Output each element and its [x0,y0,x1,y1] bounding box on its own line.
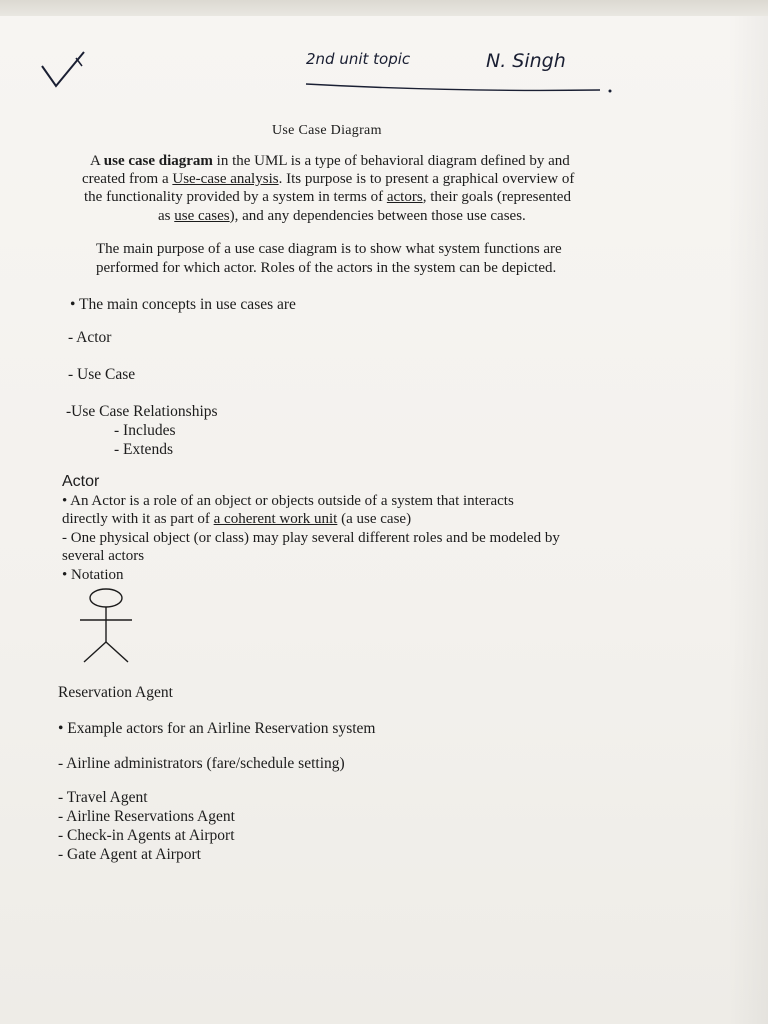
concepts-heading: • The main concepts in use cases are [70,296,296,313]
actor-notation: • Notation [62,567,124,583]
document-page [0,16,768,1024]
coherent-work-unit-text: a coherent work unit [213,511,338,527]
actor-heading: Actor [62,473,100,490]
example-actors-heading: • Example actors for an Airline Reservation system [58,720,376,737]
concept-includes: - Includes [114,422,176,439]
purpose-line-2: performed for which actor. Roles of the actors in the system can be depicted. [96,260,557,276]
handwritten-name: N. Singh [486,50,566,72]
page-title: Use Case Diagram [272,123,382,138]
actor-stick-figure-icon [70,584,140,670]
purpose-line-1: The main purpose of a use case diagram is to show what system functions are [96,241,562,257]
check-mark-icon [36,38,96,98]
actors-link[interactable]: actors [386,189,423,205]
airline-administrators: - Airline administrators (fare/schedule setting) [58,755,345,772]
use-cases-link[interactable]: use cases [174,208,230,224]
reservation-agent-caption: Reservation Agent [58,684,173,701]
list-item-travel-agent: - Travel Agent [58,789,148,806]
concept-extends: - Extends [114,441,173,458]
concept-use-case: - Use Case [68,366,136,383]
page-top-edge [0,0,768,16]
intro-line-1: A use case diagram in the UML is a type of behavioral diagram defined by and [90,153,570,169]
concept-actor: - Actor [68,329,112,346]
intro-line-4: as use cases), and any dependencies between those use cases. [158,208,526,224]
intro-line-2: created from a Use-case analysis. Its purpose is to present a graphical overview of [82,171,575,187]
page-shadow [728,16,768,1024]
use-case-analysis-link[interactable]: Use-case analysis [172,171,279,187]
actor-line-1: • An Actor is a role of an object or objects outside of a system that interacts [62,493,514,509]
actor-line-4: several actors [62,548,145,564]
intro-line-3: the functionality provided by a system in terms of actors, their goals (represented [84,189,571,205]
list-item-gate-agent: - Gate Agent at Airport [58,846,201,863]
concept-relationships: -Use Case Relationships [66,403,218,420]
handwritten-underline [300,72,620,96]
actor-line-3: - One physical object (or class) may play several different roles and be modeled by [62,530,560,546]
actor-line-2: directly with it as part of a coherent work unit (a use case) [62,511,412,527]
list-item-checkin-agents: - Check-in Agents at Airport [58,827,235,844]
handwritten-topic: 2nd unit topic [306,50,411,68]
list-item-reservations-agent: - Airline Reservations Agent [58,808,235,825]
